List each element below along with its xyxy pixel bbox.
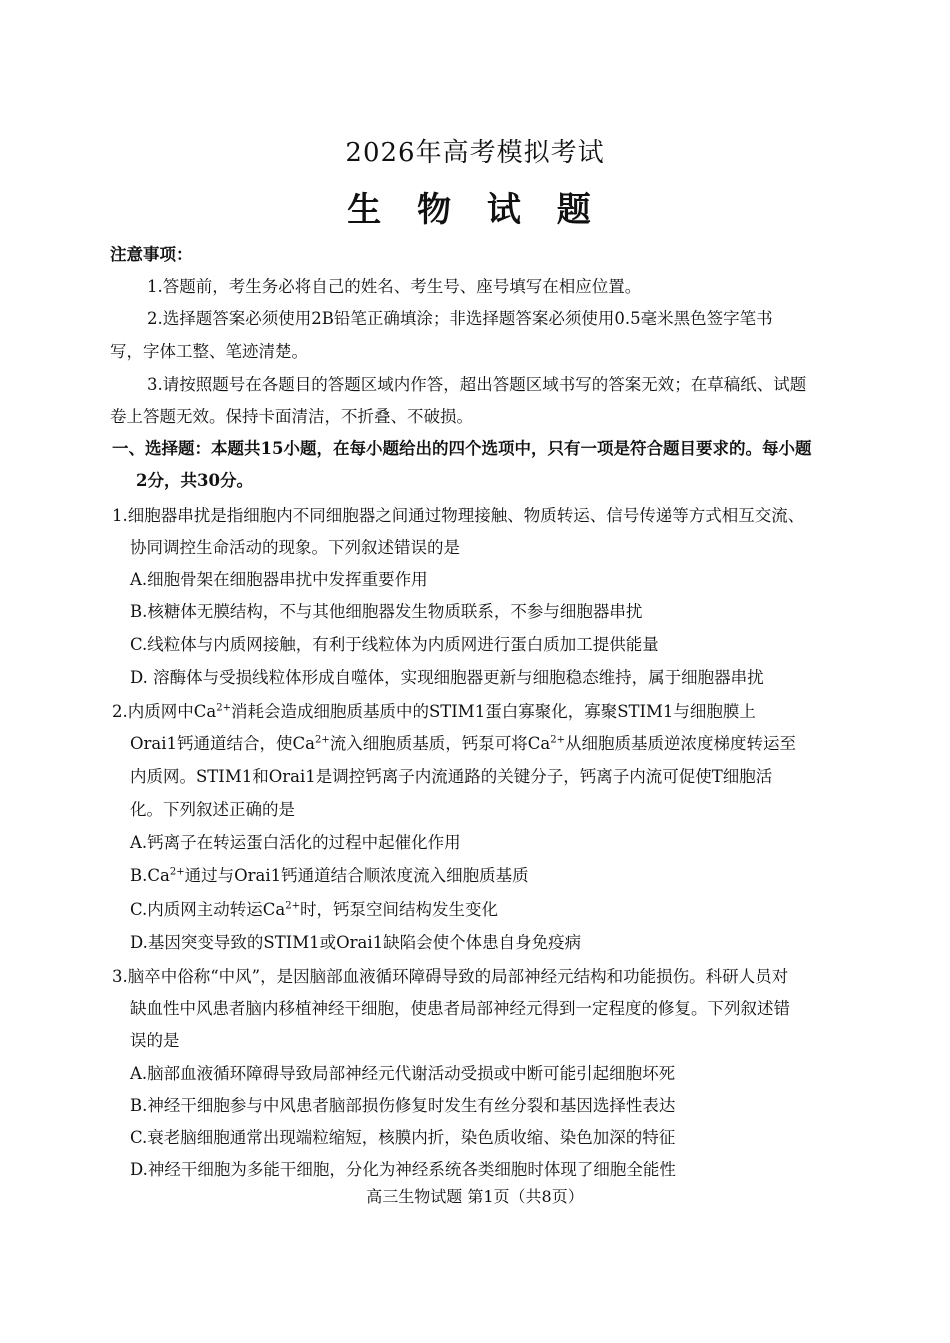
q3-stem-line-1: 3.脑卒中俗称“中风”，是因脑部血液循环障碍导致的局部神经元结构和功能损伤。科研人员对 [112, 967, 789, 986]
section-heading-line-1: 一、选择题：本题共15小题，在每小题给出的四个选项中，只有一项是符合题目要求的。每小题 [112, 439, 812, 458]
q1-option-b: B.核糖体无膜结构，不与其他细胞器发生物质联系，不参与细胞器串扰 [130, 602, 643, 621]
q2-stem-text: 流入细胞质基质，钙泵可将 [329, 734, 528, 753]
calcium-ion: $Ca^{2+}$ [193, 702, 231, 721]
q2-option-b: $B.Ca^{2+}$通过与Orai1钙通道结合顺浓度流入细胞质基质 [130, 866, 529, 885]
q2-stem-text: 从细胞质基质逆浓度梯度转运至 [564, 734, 796, 753]
q1-option-a: A.细胞骨架在细胞器串扰中发挥重要作用 [130, 570, 428, 589]
calcium-ion: $Ca^{2+}$ [292, 734, 330, 753]
note-item-2-line-1: 2.选择题答案必须使用2B铅笔正确填涂；非选择题答案必须使用0.5毫米黑色签字笔书 [147, 309, 773, 328]
q1-stem-line-1: 1.细胞器串扰是指细胞内不同细胞器之间通过物理接触、物质转运、信号传递等方式相互交流、 [112, 506, 805, 525]
note-item-2-line-2: 写，字体工整、笔迹清楚。 [110, 342, 308, 361]
q3-stem-line-2: 缺血性中风患者脑内移植神经干细胞，使患者局部神经元得到一定程度的修复。下列叙述错 [130, 999, 790, 1018]
q3-option-b: B.神经干细胞参与中风患者脑部损伤修复时发生有丝分裂和基因选择性表达 [130, 1096, 676, 1115]
q2-stem-line-3: 内质网。STIM1和Orai1是调控钙离子内流通路的关键分子，钙离子内流可促使T细胞活 [130, 767, 773, 786]
exam-name: 2026年高考模拟考试 [345, 138, 605, 168]
subject-title: 生 物 试 题 [347, 190, 603, 230]
note-item-3-line-2: 卷上答题无效。保持卡面清洁，不折叠、不破损。 [110, 407, 473, 426]
q3-option-d: D.神经干细胞为多能干细胞，分化为神经系统各类细胞时体现了细胞全能性 [130, 1160, 676, 1179]
q1-option-d: D. 溶酶体与受损线粒体形成自噬体，实现细胞器更新与细胞稳态维持，属于细胞器串扰 [130, 668, 764, 687]
q2-stem-text: 消耗会造成细胞质基质中的STIM1蛋白寡聚化，寡聚STIM1与细胞膜上 [230, 702, 756, 721]
q2-stem-text: 2.内质网中 [112, 702, 194, 721]
note-item-1: 1.答题前，考生务必将自己的姓名、考生号、座号填写在相应位置。 [147, 277, 642, 296]
q3-option-a: A.脑部血液循环障碍导致局部神经元代谢活动受损或中断可能引起细胞坏死 [130, 1064, 676, 1083]
q2-option-a: A.钙离子在转运蛋白活化的过程中起催化作用 [130, 833, 461, 852]
q2-stem-line-2 [130, 733, 796, 755]
q2-stem-line-1 [112, 701, 756, 723]
q2-option-d: D.基因突变导致的STIM1或Orai1缺陷会使个体患自身免疫病 [130, 933, 582, 952]
q3-option-c: C.衰老脑细胞通常出现端粒缩短，核膜内折，染色质收缩、染色加深的特征 [130, 1128, 676, 1147]
section-heading-line-2: 2分，共30分。 [136, 471, 253, 490]
page-footer: 高三生物试题 第1页（共8页） [366, 1187, 584, 1206]
q3-stem-line-3: 误的是 [130, 1031, 180, 1050]
q2-option-c: C.内质网主动转运$Ca^{2+}$时，钙泵空间结构发生变化 [130, 900, 499, 919]
calcium-ion: $Ca^{2+}$ [527, 734, 565, 753]
q1-option-c: C.线粒体与内质网接触，有利于线粒体为内质网进行蛋白质加工提供能量 [130, 635, 659, 654]
q1-stem-line-2: 协同调控生命活动的现象。下列叙述错误的是 [130, 538, 460, 557]
calcium-ion: $Ca^{2+}$ [147, 866, 185, 885]
note-item-3-line-1: 3.请按照题号在各题目的答题区域内作答，超出答题区域书写的答案无效；在草稿纸、试题 [147, 375, 807, 394]
q2-stem-text: Orai1钙通道结合，使 [130, 734, 293, 753]
calcium-ion: $Ca^{2+}$ [262, 900, 301, 919]
notes-heading: 注意事项： [110, 245, 193, 264]
q2-stem-line-4: 化。下列叙述正确的是 [130, 800, 295, 819]
